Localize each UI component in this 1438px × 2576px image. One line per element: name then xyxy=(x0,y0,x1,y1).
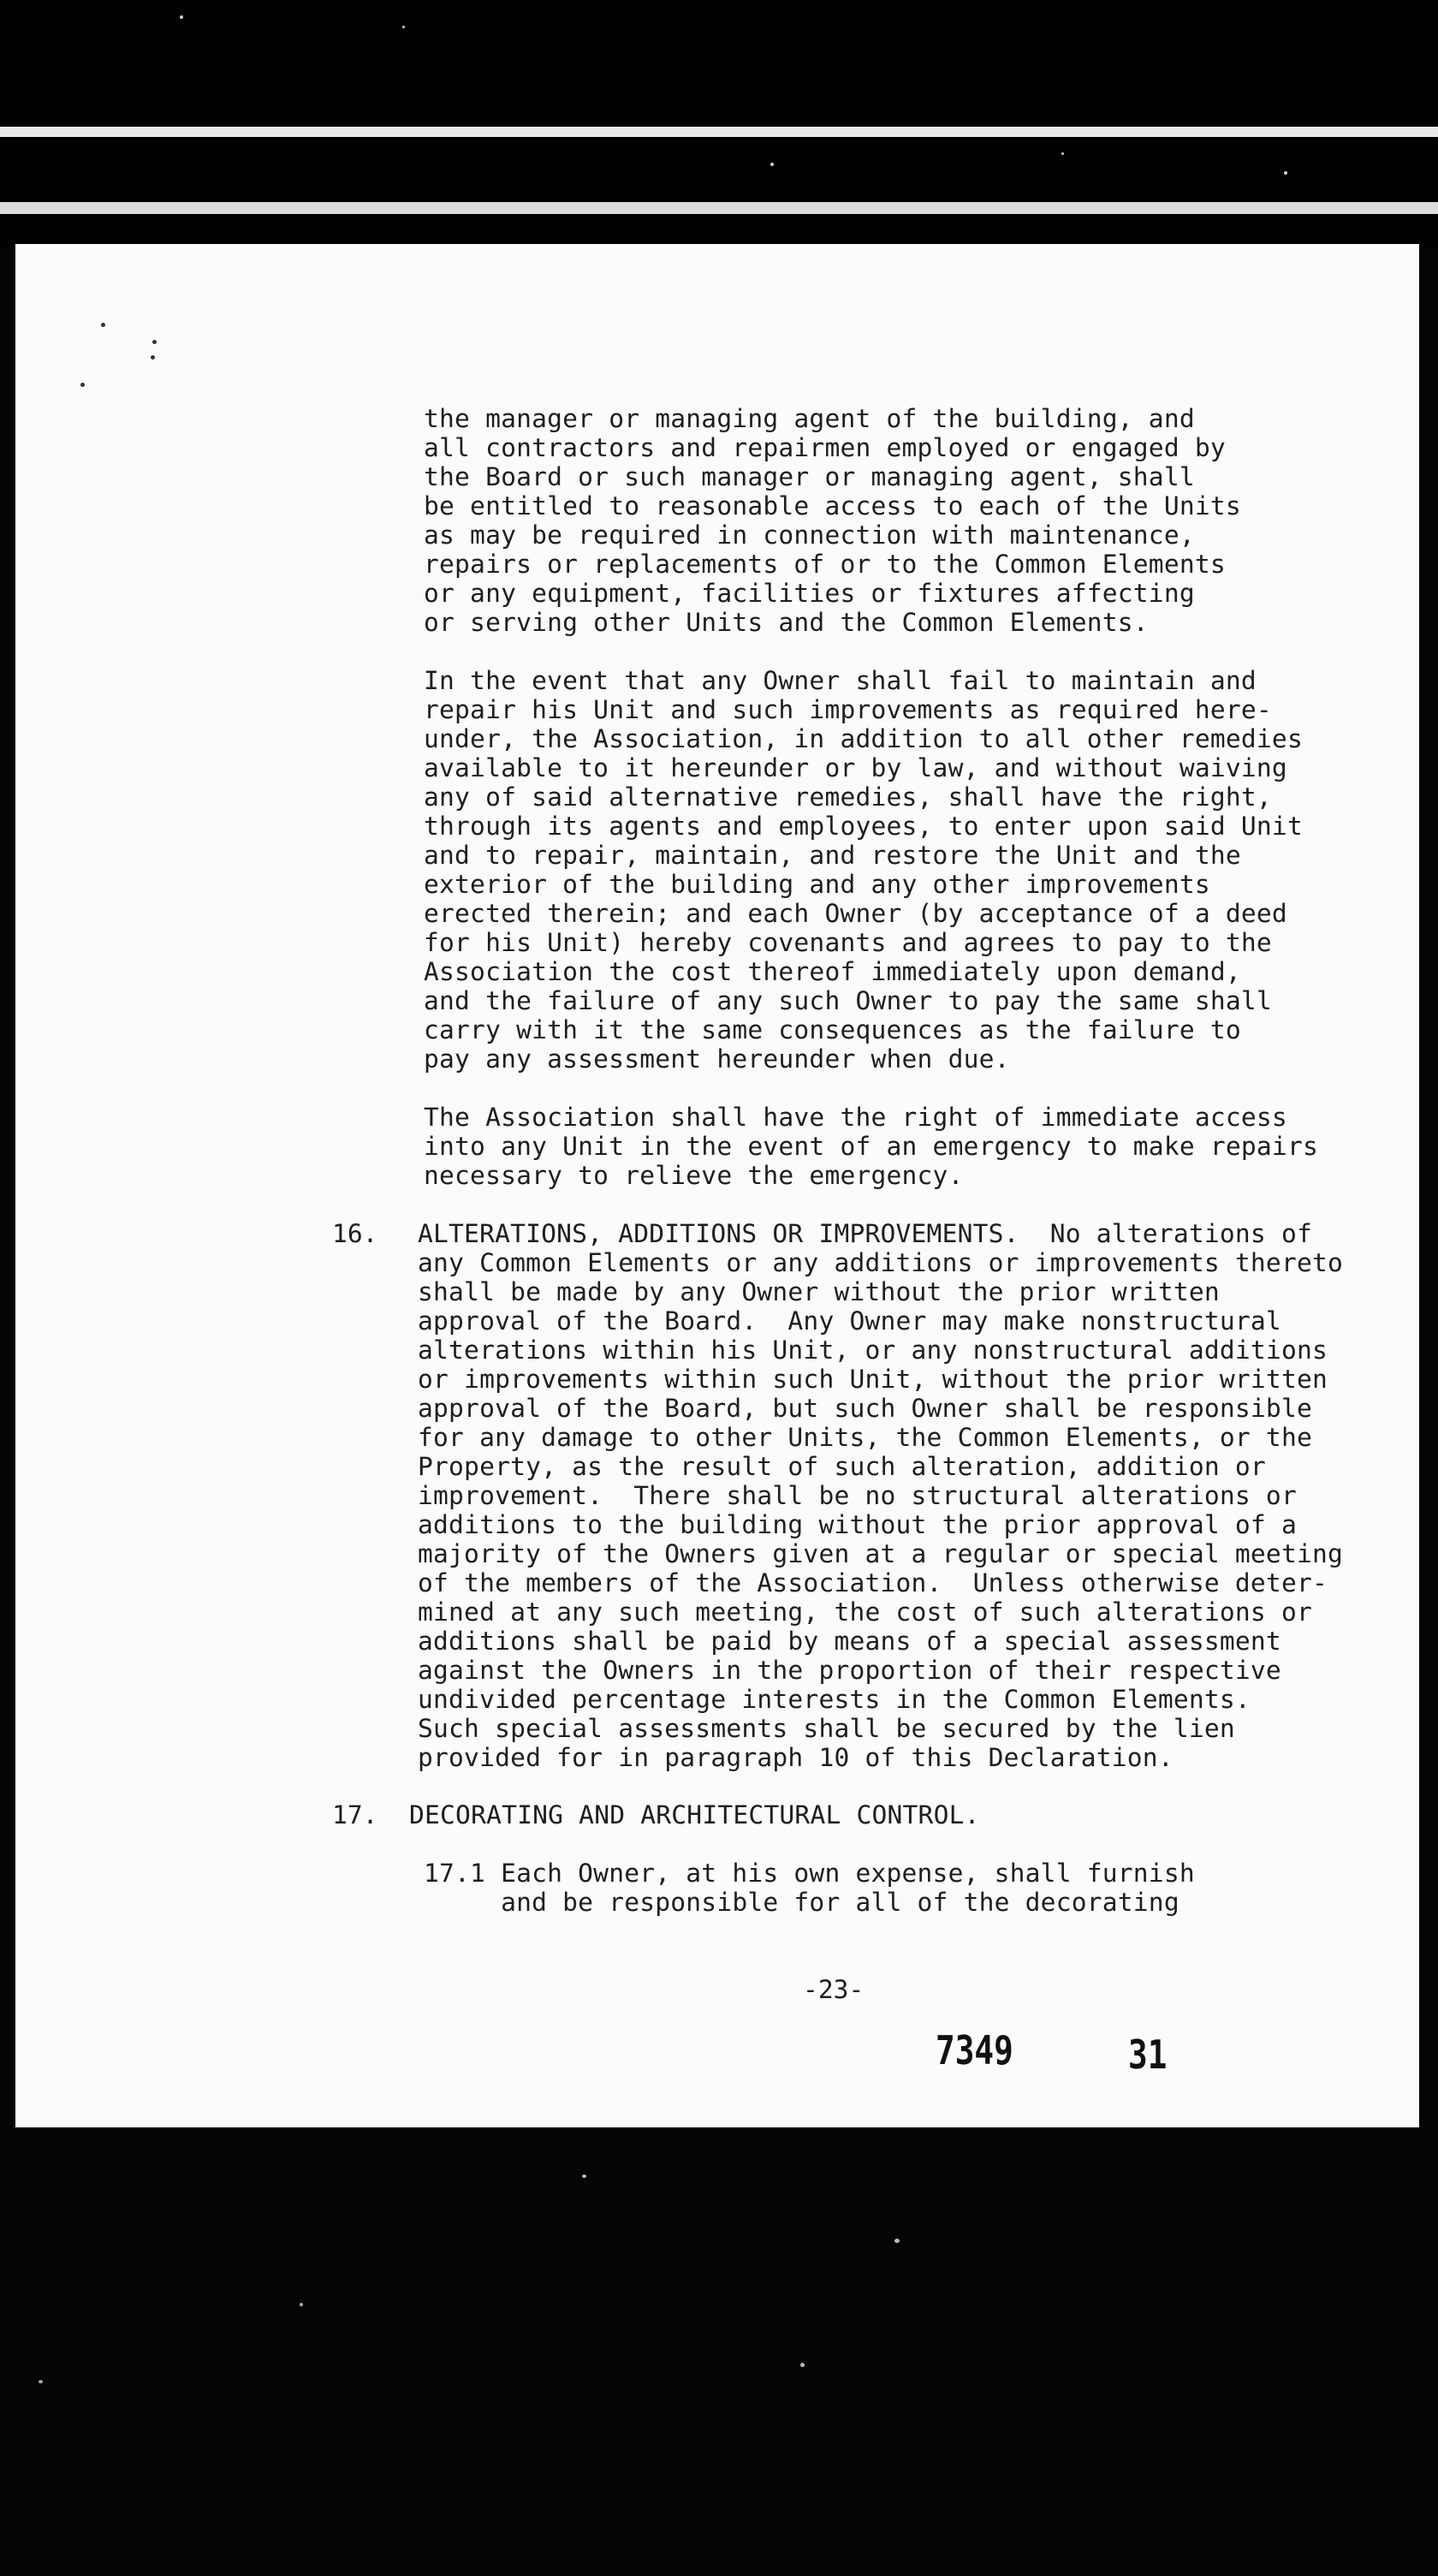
section-16-number: 16. xyxy=(332,1219,378,1248)
recording-stamp-page: 31 xyxy=(1128,2032,1168,2078)
scanner-top-band xyxy=(0,0,1438,248)
document-page xyxy=(15,244,1419,2127)
paragraph-manager-access: the manager or managing agent of the building, and all contractors and repairmen employed or engaged by the Board or such manager or managing agent, shall be entitled to reasonable access to each of the Units as may be required in connection with maintenance, repairs or replacements of or to the Common Elements or any equipment, facilities or fixtures affecting or serving other Units and the Common Elements. xyxy=(424,404,1241,637)
scan-edge-line xyxy=(0,127,1438,137)
section-17-number: 17. xyxy=(332,1800,378,1829)
scan-speck xyxy=(800,2363,805,2367)
paragraph-emergency-access: The Association shall have the right of immediate access into any Unit in the event of an emergency to make repairs necessary to relieve the emergency. xyxy=(424,1103,1318,1190)
scan-speck xyxy=(180,15,183,19)
section-17-heading: DECORATING AND ARCHITECTURAL CONTROL. xyxy=(409,1800,980,1829)
page-number: -23- xyxy=(803,1975,865,2004)
scan-speck xyxy=(39,2380,43,2383)
scan-speck xyxy=(1061,152,1064,155)
scan-speck xyxy=(770,163,774,166)
scan-speck xyxy=(402,26,405,28)
section-16-text: ALTERATIONS, ADDITIONS OR IMPROVEMENTS. No alterations of any Common Elements or any additions or improvements thereto shall be made by any Owner without the prior written approval of the Board. Any Owner may make nonstructural alterations within his Unit, or any nonstructural additions or improvements within such Unit, without the prior written approval of the Board, but such Owner shall be responsible for any damage to other Units, the Common Elements, or the Property, as the result of such alteration, addition or improvement. There shall be no structural alterations or additions to the building without the prior approval of a majority of the Owners given at a regular or special meeting of the members of the Association. Unless otherwise deter- mined at any such meeting, the cost of such alterations or additions shall be paid by means of a special assessment against the Owners in the proportion of their respective undivided percentage interests in the Common Elements. Such special assessments shall be secured by the lien provided for in paragraph 10 of this Declaration. xyxy=(418,1219,1344,1772)
scan-speck xyxy=(1284,171,1287,175)
scan-speck xyxy=(582,2174,586,2178)
paragraph-owner-failure: In the event that any Owner shall fail to maintain and repair his Unit and such improvements as required here- under, the Association, in addition to all other remedies available to it hereunder or by law, and without waiving any of said alternative remedies, shall have the right, through its agents and employees, to enter upon said Unit and to repair, maintain, and restore the Unit and the exterior of the building and any other improvements erected therein; and each Owner (by acceptance of a deed for his Unit) hereby covenants and agrees to pay to the Association the cost thereof immediately upon demand, and the failure of any such Owner to pay the same shall carry with it the same consequences as the failure to pay any assessment hereunder when due. xyxy=(424,666,1303,1074)
scan-speck xyxy=(300,2303,303,2306)
page-mark xyxy=(80,383,85,387)
page-mark xyxy=(101,323,105,327)
scan-edge-line xyxy=(0,202,1438,214)
paragraph-17-1: 17.1 Each Owner, at his own expense, shall furnish and be responsible for all of the decorating xyxy=(424,1859,1195,1917)
page-mark xyxy=(152,340,157,344)
recording-stamp-book: 7349 xyxy=(936,2027,1013,2073)
scan-speck xyxy=(894,2239,900,2243)
page-mark xyxy=(151,355,155,360)
